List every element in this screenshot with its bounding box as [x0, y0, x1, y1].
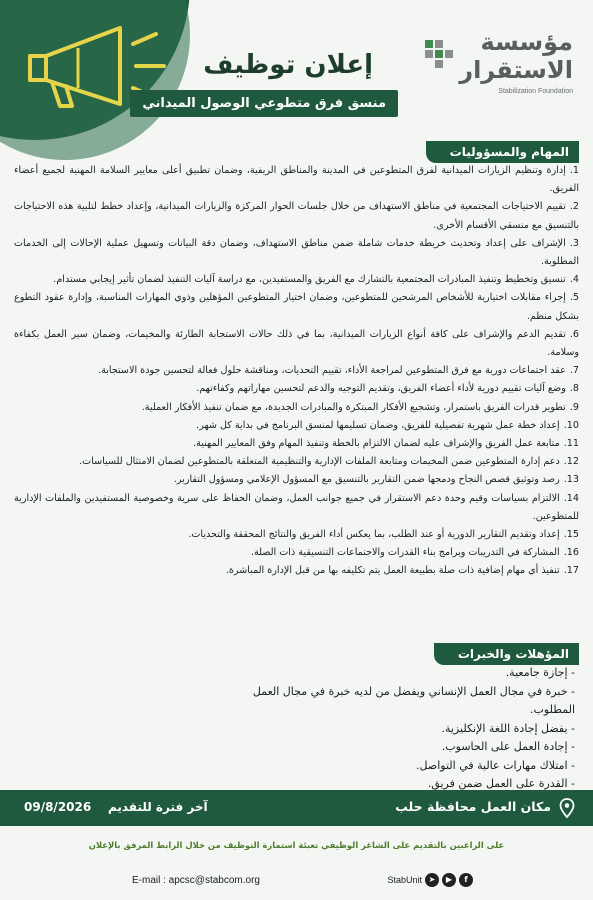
tasks-list [14, 162, 579, 581]
qualification-item: - يفضل إجادة اللغة الإنكليزية. [230, 720, 575, 739]
task-text: عقد اجتماعات دورية مع فرق المتطوعين لمراجعة الأداء، تقييم التحديات، ومناقشة حلول فعالة لتحسين جودة الاستجابة. [98, 365, 566, 377]
qualification-item: - امتلاك مهارات عالية في التواصل. [230, 757, 575, 776]
social-handle[interactable]: StabUnit [387, 875, 422, 885]
youtube-icon[interactable]: ▶ [442, 873, 456, 887]
task-text: متابعة عمل الفريق والإشراف عليه لضمان الالتزام بالخطة وتنفيذ المهام وفق المعايير المهنية. [193, 438, 560, 450]
task-item [14, 271, 579, 289]
task-number: 7. [569, 365, 579, 377]
page-title: إعلان توظيف [203, 50, 373, 80]
task-text: إعداد وتقديم التقارير الدورية أو عند الطلب، بما يعكس أداء الفريق والنتائج المحققة والتحديات. [188, 529, 560, 541]
footer-bar [0, 790, 593, 826]
brand-name-line1: مؤسسة [480, 28, 573, 56]
task-item [14, 380, 579, 398]
task-number: 17. [563, 565, 579, 577]
task-item [14, 453, 579, 471]
task-item [14, 162, 579, 198]
logo-mark-icon [423, 36, 463, 80]
task-number: 10. [563, 419, 579, 431]
task-item [14, 198, 579, 234]
qualification-item: - إجادة العمل على الحاسوب. [230, 738, 575, 757]
task-text: تنسيق وتخطيط وتنفيذ المبادرات المجتمعية بالتشارك مع الفريق والمستفيدين، مع دراسة آليات التنفيذ لضمان تأثير إيجابي مستدام. [53, 274, 566, 286]
task-item [14, 289, 579, 325]
task-item [14, 490, 579, 526]
contact-row [0, 870, 593, 894]
task-number: 9. [569, 401, 579, 413]
application-deadline [24, 800, 208, 814]
task-number: 13. [563, 474, 579, 486]
contact-email[interactable]: E-mail : apcsc@stabcom.org [132, 875, 260, 886]
task-item [14, 562, 579, 580]
qualifications-list [230, 664, 575, 794]
task-text: الالتزام بسياسات وقيم وحدة دعم الاستقرار في جميع جوانب العمل، وضمان الحفاظ على سرية وخصوصية المستفيدين والملفات الإدارية للمتطوعين. [14, 492, 579, 522]
brand-name-en: Stabilization Foundation [498, 88, 573, 95]
task-text: تنفيذ أي مهام إضافية ذات صلة بطبيعة العمل يتم تكليفه بها من قبل الإدارة المباشرة. [225, 565, 560, 577]
social-links [381, 873, 473, 887]
task-text: إجراء مقابلات اختيارية للأشخاص المرشحين للمتطوعين، وضمان اختيار المتطوعين المؤهلين وذوي المهارات المناسبة، وإدارة عقود التطوع بشكل منظم. [14, 292, 579, 322]
task-item [14, 417, 579, 435]
task-item [14, 435, 579, 453]
facebook-icon[interactable]: f [459, 873, 473, 887]
task-number: 4. [569, 274, 579, 286]
task-text: إعداد خطة عمل شهرية تفصيلية للفريق، وضمان تسليمها لمنسق البرنامج في بداية كل شهر. [196, 419, 560, 431]
task-number: 6. [569, 328, 579, 340]
task-item [14, 326, 579, 362]
qualification-item: - إجازة جامعية. [230, 664, 575, 683]
application-note: على الراغبين بالتقديم على الشاغر الوظيفي تعبئة استمارة التوظيف من خلال الرابط المرفق بالإعلان [88, 840, 505, 850]
task-number: 3. [569, 237, 579, 249]
task-text: رصد وتوثيق قصص النجاح ودمجها ضمن التقارير بالتنسيق مع المسؤول الإعلامي ومسؤول التقارير. [173, 474, 560, 486]
location-pin-icon [559, 798, 575, 818]
task-number: 16. [563, 547, 579, 559]
task-item [14, 362, 579, 380]
task-text: تطوير قدرات الفريق باستمرار، وتشجيع الأفكار المبتكرة والمبادرات الجديدة، مع ضمان تنفيذ الأفكار العملية. [141, 401, 566, 413]
qualification-item: - القدرة على العمل ضمن فريق. [230, 775, 575, 794]
task-number: 1. [569, 165, 579, 176]
qualification-item: - خبرة في مجال العمل الإنساني ويفضل من لديه خبرة في مجال العمل المطلوب. [230, 683, 575, 720]
task-number: 11. [563, 438, 579, 450]
tasks-section-title: المهام والمسؤوليات [426, 141, 579, 163]
task-item [14, 544, 579, 562]
task-item [14, 235, 579, 271]
brand-logo [423, 28, 573, 100]
task-item [14, 526, 579, 544]
task-text: الإشراف على إعداد وتحديث خريطة خدمات شاملة ضمن مناطق الاستهداف، وضمان دقة البيانات وتسهيل عملية الإحالات إلى الخدمات المطلوبة. [14, 237, 579, 268]
task-item [14, 399, 579, 417]
task-text: المشاركة في التدريبات وبرامج بناء القدرات والاجتماعات التنسيقية ذات الصلة. [250, 547, 560, 559]
qualifications-section-title: المؤهلات والخبرات [434, 643, 579, 665]
task-text: تقييم الاحتياجات المجتمعية في مناطق الاستهداف من خلال جلسات الحوار المركزة والزيارات الميدانية، وإعداد خطط لتلبية هذه الاحتياجات بالتنسيق مع منسقي الأقسام الأخرى. [14, 201, 579, 231]
deadline-label: آخر فترة للتقديم [107, 800, 208, 814]
task-text: دعم إدارة المتطوعين ضمن المخيمات ومتابعة الملفات الإدارية والتنظيمية المتعلقة بالمتطوعين لضمان الامتثال للسياسات. [79, 456, 560, 468]
task-text: تقديم الدعم والإشراف على كافة أنواع الزيارات الميدانية، بما في ذلك حالات الاستجابة الطارئة والمخيمات، وضمان سير العمل بكفاءة وسلامة. [14, 328, 579, 359]
task-number: 5. [569, 292, 579, 304]
task-text: وضع آليات تقييم دورية لأداء أعضاء الفريق، وتقديم التوجيه والدعم لتحسين مهاراتهم وكفاءتهم. [196, 383, 566, 395]
task-number: 12. [563, 456, 579, 468]
task-number: 15. [563, 529, 579, 541]
brand-name-line2: الاستقرار [459, 56, 573, 84]
deadline-date: 09/8/2026 [24, 800, 92, 814]
telegram-icon[interactable]: ➤ [425, 873, 439, 887]
task-number: 8. [569, 383, 579, 395]
task-text: إدارة وتنظيم الزيارات الميدانية لفرق المتطوعين في المدينة والمناطق الريفية، وضمان تطبيق أعلى معايير السلامة المهنية لجميع أعضاء الفريق. [14, 165, 579, 195]
task-number: 14. [563, 492, 579, 504]
task-item [14, 471, 579, 489]
task-number: 2. [569, 201, 579, 213]
work-location: مكان العمل محافظة حلب [395, 799, 551, 814]
job-title-banner: منسق فرق متطوعي الوصول الميداني [130, 90, 398, 117]
